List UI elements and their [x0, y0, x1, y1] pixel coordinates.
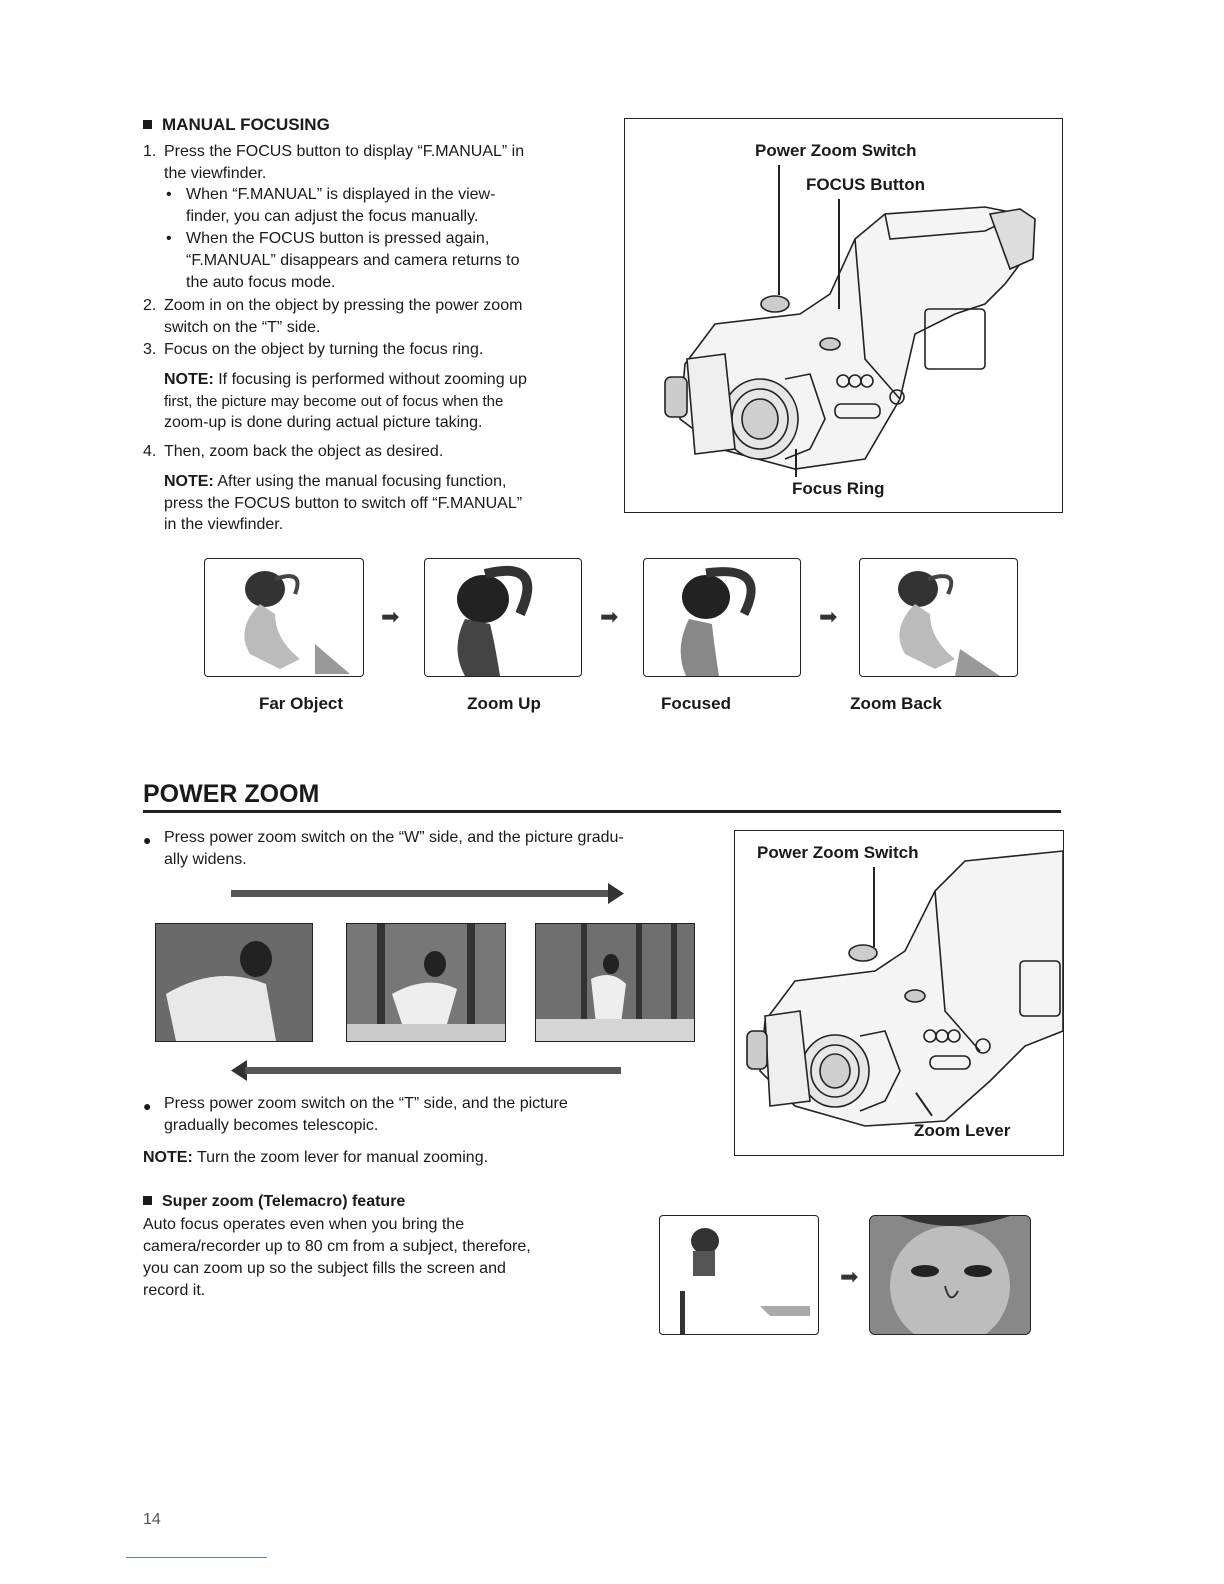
page-number: 14	[143, 1511, 161, 1528]
photo-focused	[643, 558, 801, 677]
section-divider	[143, 810, 1061, 813]
super-zoom-line-1: Auto focus operates even when you bring the	[143, 1216, 465, 1233]
note-2-line-1-text: After using the manual focusing function,	[217, 473, 507, 490]
step-3-number: 3.	[143, 341, 157, 358]
camera-figure-power-zoom	[734, 830, 1064, 1156]
power-zoom-note-text: Turn the zoom lever for manual zooming.	[196, 1149, 489, 1166]
bullet-dot-icon: ●	[143, 1098, 152, 1114]
camcorder-illustration-icon	[735, 831, 1063, 1155]
power-zoom-note-label: NOTE:	[143, 1149, 193, 1166]
step-2-number: 2.	[143, 297, 157, 314]
arrow-right-icon: ➡	[600, 604, 619, 629]
note-1-line-3: zoom-up is done during actual picture taking.	[164, 414, 483, 431]
super-zoom-line-4: record it.	[143, 1282, 206, 1299]
footer-rule	[126, 1557, 267, 1558]
arrow-right-icon: ➡	[381, 604, 400, 629]
step-2-line-1: Zoom in on the object by pressing the power zoom	[164, 297, 523, 314]
bullet-dot-icon: •	[166, 230, 172, 247]
bullet-1-line-1: When “F.MANUAL” is displayed in the view-	[186, 186, 496, 203]
label-power-zoom-switch: Power Zoom Switch	[755, 141, 917, 160]
photo-zoom-back	[859, 558, 1018, 677]
bullet-2-line-3: the auto focus mode.	[186, 274, 336, 291]
power-zoom-w-line-2: ally widens.	[164, 851, 247, 868]
bullet-2-line-1: When the FOCUS button is pressed again,	[186, 230, 490, 247]
label-zoom-lever: Zoom Lever	[914, 1121, 1011, 1140]
step-3-line-1: Focus on the object by turning the focus ring.	[164, 341, 484, 358]
dancer-figure-icon	[860, 559, 1017, 676]
arrow-telescopic-shaft	[245, 1067, 621, 1074]
power-zoom-t-line-1: Press power zoom switch on the “T” side, and the picture	[164, 1095, 568, 1112]
bullet-dot-icon: •	[166, 186, 172, 203]
bullet-1-line-2: finder, you can adjust the focus manually.	[186, 208, 479, 225]
manual-focusing-heading-text: MANUAL FOCUSING	[162, 115, 330, 134]
arrow-right-head-icon	[608, 883, 624, 904]
dancer-figure-icon	[205, 559, 363, 676]
power-zoom-w-line-1: Press power zoom switch on the “W” side, and the picture gradu-	[164, 829, 624, 846]
step-4-number: 4.	[143, 443, 157, 460]
super-zoom-line-2: camera/recorder up to 80 cm from a subject, therefore,	[143, 1238, 531, 1255]
photo-zoom-wide-1	[155, 923, 313, 1042]
square-bullet-icon	[143, 120, 152, 129]
arrow-right-icon: ➡	[840, 1264, 859, 1289]
super-zoom-heading	[143, 1191, 405, 1213]
note-1-line-1	[164, 369, 527, 391]
woman-with-cloth-icon	[156, 924, 312, 1041]
step-1-line-2: the viewfinder.	[164, 165, 267, 182]
note-2-line-2: press the FOCUS button to switch off “F.MANUAL”	[164, 495, 523, 512]
camera-figure-top	[624, 118, 1063, 513]
manual-focusing-heading	[143, 114, 330, 136]
dancer-figure-icon	[425, 559, 581, 676]
note-2-label: NOTE:	[164, 473, 214, 490]
super-zoom-heading-text: Super zoom (Telemacro) feature	[162, 1193, 406, 1210]
caption-far-object: Far Object	[258, 694, 344, 713]
step-2-line-2: switch on the “T” side.	[164, 319, 321, 336]
power-zoom-note	[143, 1147, 488, 1169]
face-closeup-icon	[870, 1216, 1030, 1334]
caption-focused: Focused	[661, 694, 731, 713]
step-1-number: 1.	[143, 143, 157, 160]
leader-line	[778, 165, 780, 295]
note-1-label: NOTE:	[164, 371, 214, 388]
label-focus-button: FOCUS Button	[806, 175, 925, 194]
label-focus-ring: Focus Ring	[792, 479, 885, 498]
photo-telemacro-before	[659, 1215, 819, 1335]
photo-zoom-up	[424, 558, 582, 677]
photo-zoom-wide-3	[535, 923, 695, 1042]
label-power-zoom-switch: Power Zoom Switch	[757, 843, 919, 862]
note-2-line-3: in the viewfinder.	[164, 516, 284, 533]
woman-with-cloth-icon	[536, 924, 694, 1041]
bullet-2-line-2: “F.MANUAL” disappears and camera returns to	[186, 252, 520, 269]
caption-zoom-up: Zoom Up	[467, 694, 541, 713]
note-2-line-1	[164, 471, 506, 493]
step-1-line-1: Press the FOCUS button to display “F.MANUAL” in	[164, 143, 525, 160]
super-zoom-line-3: you can zoom up so the subject fills the screen and	[143, 1260, 506, 1277]
woman-with-cloth-icon	[347, 924, 505, 1041]
note-1-line-2: first, the picture may become out of focus when the	[164, 393, 504, 410]
camera-operator-icon	[660, 1216, 818, 1334]
dancer-figure-icon	[644, 559, 800, 676]
photo-telemacro-after	[869, 1215, 1031, 1335]
photo-far-object	[204, 558, 364, 677]
bullet-dot-icon: ●	[143, 832, 152, 848]
step-4-line-1: Then, zoom back the object as desired.	[164, 443, 444, 460]
note-1-line-1-text: If focusing is performed without zooming up	[218, 371, 527, 388]
leader-line	[795, 449, 797, 477]
leader-line	[838, 199, 840, 309]
arrow-right-icon: ➡	[819, 604, 838, 629]
arrow-widen-shaft	[231, 890, 613, 897]
photo-zoom-wide-2	[346, 923, 506, 1042]
leader-line	[873, 867, 875, 947]
caption-zoom-back: Zoom Back	[850, 694, 942, 713]
square-bullet-icon	[143, 1196, 152, 1205]
power-zoom-t-line-2: gradually becomes telescopic.	[164, 1117, 379, 1134]
power-zoom-heading: POWER ZOOM	[143, 780, 320, 808]
